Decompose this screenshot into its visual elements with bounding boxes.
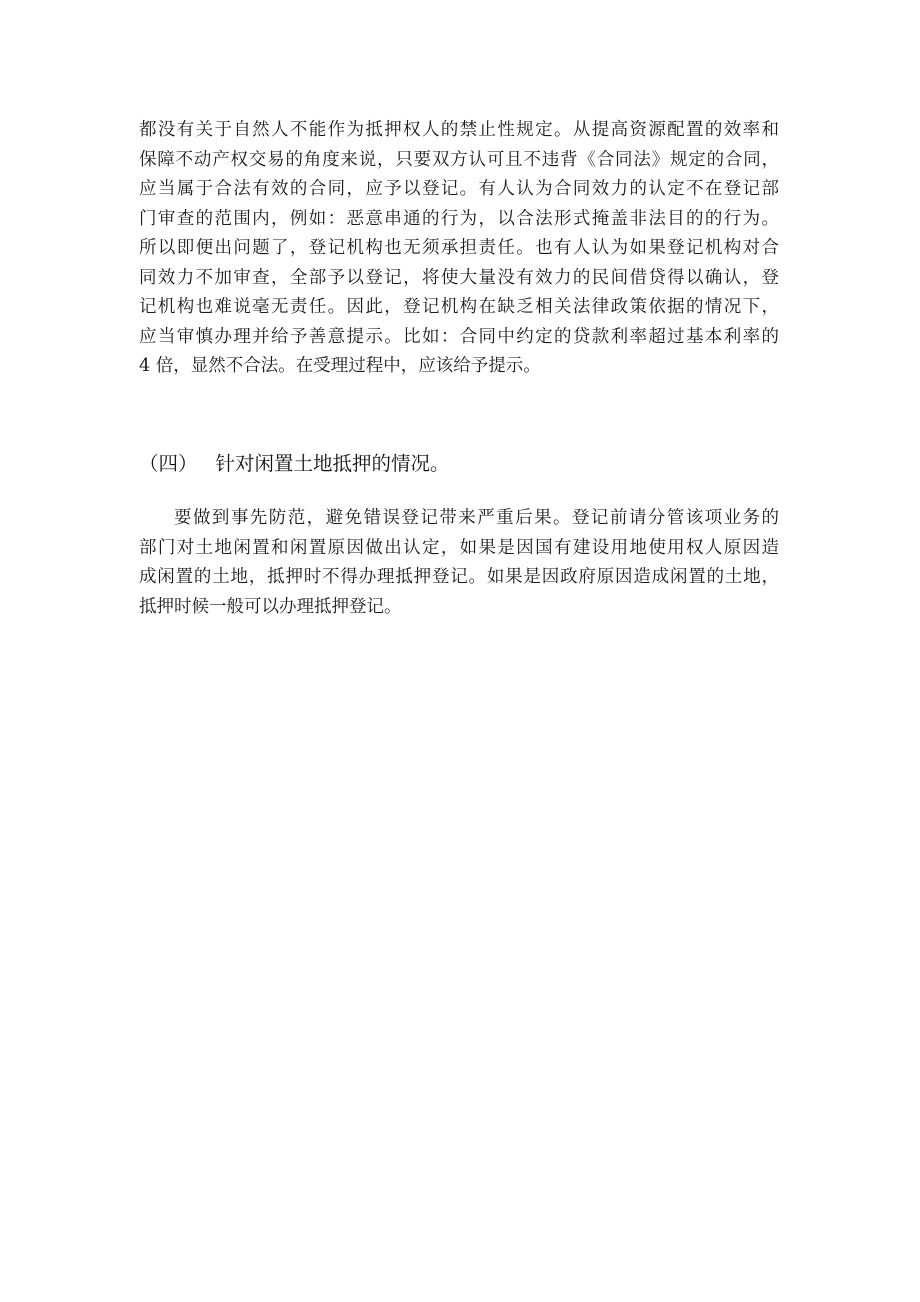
paragraph-line: 门审查的范围内，例如：恶意串通的行为，以合法形式掩盖非法目的的行为。: [139, 208, 779, 229]
section-heading: [139, 449, 779, 479]
section-heading-number: （四）: [139, 452, 198, 475]
paragraph-line: 保障不动产权交易的角度来说，只要双方认可且不违背《合同法》规定的合同，: [139, 149, 779, 170]
paragraph-line: 部门对土地闲置和闲置原因做出认定，如果是因国有建设用地使用权人原因造: [139, 537, 779, 558]
paragraph-line: 所以即便出问题了，登记机构也无须承担责任。也有人认为如果登记机构对合: [139, 238, 779, 258]
paragraph-line: 同效力不加审查，全部予以登记，将使大量没有效力的民间借贷得以确认，登: [139, 267, 779, 288]
paragraph-line: 应当审慎办理并给予善意提示。比如：合同中约定的贷款利率超过基本利率的: [139, 326, 779, 347]
paragraph-line: 都没有关于自然人不能作为抵押权人的禁止性规定。从提高资源配置的效率和: [139, 120, 779, 140]
section-heading-text: 针对闲置土地抵押的情况。: [215, 452, 450, 475]
paragraph-line: 要做到事先防范，避免错误登记带来严重后果。登记前请分管该项业务的: [174, 508, 779, 528]
paragraph-line: 应当属于合法有效的合同，应予以登记。有人认为合同效力的认定不在登记部: [139, 179, 779, 199]
paragraph-line: 成闲置的土地，抵押时不得办理抵押登记。如果是因政府原因造成闲置的土地，: [139, 567, 779, 587]
paragraph-line: 记机构也难说毫无责任。因此，登记机构在缺乏相关法律政策依据的情况下，: [139, 297, 779, 317]
paragraph-line: 4 倍，显然不合法。在受理过程中，应该给予提示。: [139, 356, 541, 376]
paragraph-mortgagee-contract-validity: [139, 116, 779, 382]
paragraph-line: 抵押时候一般可以办理抵押登记。: [139, 596, 402, 617]
paragraph-idle-land-mortgage: [139, 504, 779, 622]
